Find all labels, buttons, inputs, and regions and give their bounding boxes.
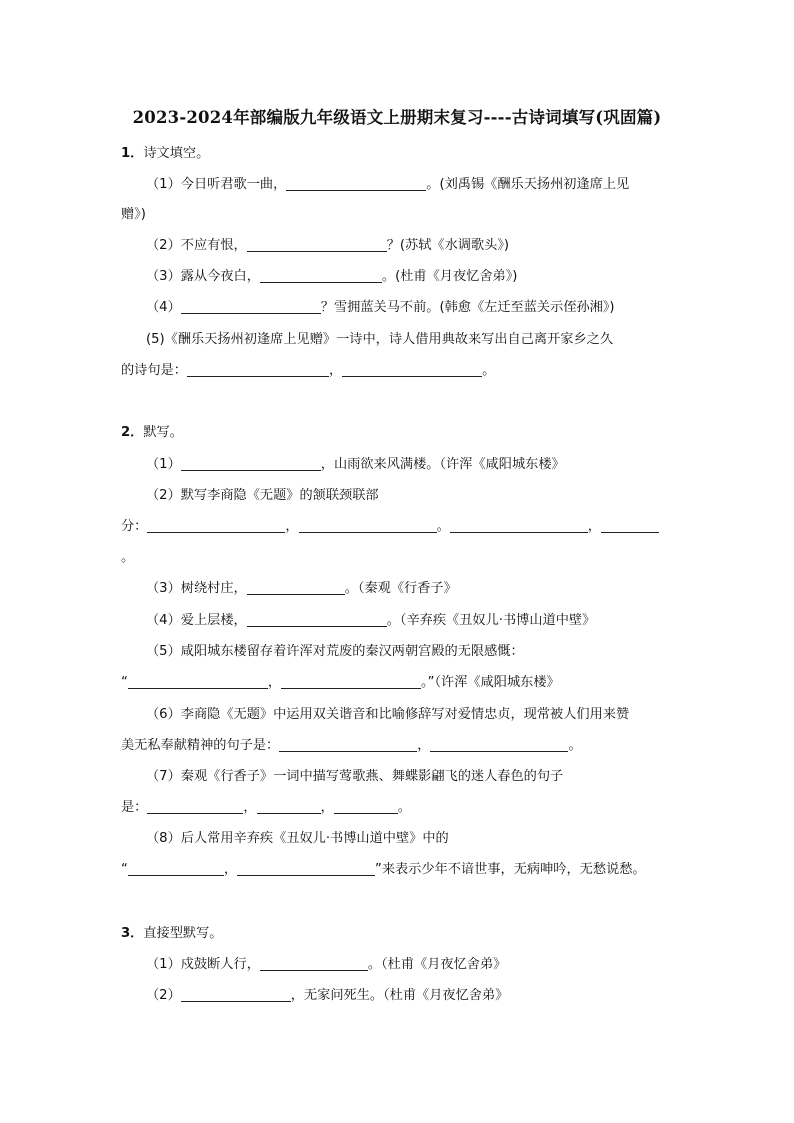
q1-item-5 <box>146 330 613 350</box>
item-text: 。(杜甫《月夜忆舍弟》) <box>381 269 518 284</box>
answer-blank[interactable] <box>450 517 588 533</box>
answer-blank[interactable] <box>247 236 387 252</box>
answer-blank[interactable] <box>181 455 321 471</box>
item-text: ， <box>267 675 282 690</box>
question-1-heading <box>121 144 209 164</box>
q1-item-1 <box>146 175 629 195</box>
item-text: 分： <box>121 519 148 534</box>
page-title: 2023-2024年部编版九年级语文上册期末复习----古诗词填写(巩固篇) <box>132 108 662 127</box>
question-number: 3． <box>121 926 144 941</box>
item-text: （7）秦观《行香子》一词中描写莺歌燕、舞蝶影翩飞的迷人春色的句子 <box>146 769 564 784</box>
answer-blank[interactable] <box>181 986 291 1002</box>
item-text: ， <box>417 738 431 753</box>
item-text: 。 <box>397 800 411 815</box>
item-text: ， <box>285 519 299 534</box>
answer-blank[interactable] <box>279 736 417 752</box>
item-text: （3）树绕村庄， <box>146 581 247 596</box>
answer-blank[interactable] <box>187 361 329 377</box>
item-text: 赠》) <box>121 207 146 222</box>
q1-item-4 <box>146 298 615 318</box>
answer-blank[interactable] <box>260 955 368 971</box>
q2-item-8 <box>146 829 449 849</box>
item-text: ， <box>320 800 334 815</box>
item-text: 是： <box>121 800 148 815</box>
item-text: 的诗句是： <box>121 363 187 378</box>
item-text: 。（杜甫《月夜忆舍弟》 <box>367 957 507 972</box>
answer-blank[interactable] <box>147 798 243 814</box>
q2-item-6-continued <box>121 736 582 756</box>
q2-item-7 <box>146 767 563 787</box>
item-text: 。 <box>568 738 582 753</box>
q1-item-3 <box>146 267 517 287</box>
item-text: 。 <box>436 519 450 534</box>
q2-item-1 <box>146 455 565 475</box>
answer-blank[interactable] <box>128 860 224 876</box>
question-text: 直接型默写。 <box>143 926 223 941</box>
q1-item-5-continued <box>121 361 495 381</box>
answer-blank[interactable] <box>281 673 421 689</box>
item-text: 。”（许浑《咸阳城东楼》 <box>421 675 560 690</box>
q2-item-8-continued <box>121 860 646 880</box>
q1-item-1-continued <box>121 205 146 225</box>
item-text: （1）今日听君歌一曲， <box>146 177 287 192</box>
answer-blank[interactable] <box>247 579 345 595</box>
q2-item-7-continued <box>121 798 411 818</box>
item-text: （3）露从今夜白， <box>146 269 260 284</box>
item-text: “ <box>121 675 128 690</box>
question-text: 默写。 <box>143 425 183 440</box>
item-text: （2）不应有恨， <box>146 238 247 253</box>
answer-blank[interactable] <box>334 798 398 814</box>
item-text: 。(刘禹锡《酬乐天扬州初逢席上见 <box>426 177 630 192</box>
question-2-heading <box>121 423 183 443</box>
answer-blank[interactable] <box>601 517 659 533</box>
answer-blank[interactable] <box>299 517 437 533</box>
q2-item-5 <box>146 642 524 662</box>
q3-item-1 <box>146 955 506 975</box>
q2-item-5-continued <box>121 673 560 693</box>
item-text: ， <box>587 519 601 534</box>
answer-blank[interactable] <box>147 517 285 533</box>
question-number: 2． <box>121 425 144 440</box>
item-text: （2） <box>146 988 181 1003</box>
item-text: ，无家问死生。（杜甫《月夜忆舍弟》 <box>290 988 509 1003</box>
item-text: “ <box>121 862 128 877</box>
question-3-heading <box>121 924 223 944</box>
item-text: ， <box>328 363 343 378</box>
item-text: 。 <box>121 550 135 565</box>
item-text: （1）戍鼓断人行， <box>146 957 260 972</box>
item-text: ，山雨欲来风满楼。（许浑《咸阳城东楼》 <box>320 457 565 472</box>
answer-blank[interactable] <box>342 361 482 377</box>
item-text: ？(苏轼《水调歌头》) <box>386 238 510 253</box>
item-text: ， <box>243 800 257 815</box>
answer-blank[interactable] <box>128 673 268 689</box>
item-text: 美无私奉献精神的句子是： <box>121 738 280 753</box>
q2-item-2-end <box>121 548 134 568</box>
item-text: （2）默写李商隐《无题》的颔联颈联部 <box>146 488 379 503</box>
answer-blank[interactable] <box>286 175 426 191</box>
answer-blank[interactable] <box>260 267 382 283</box>
q3-item-2 <box>146 986 508 1006</box>
question-text: 诗文填空。 <box>143 146 210 161</box>
answer-blank[interactable] <box>430 736 568 752</box>
item-text: ？雪拥蓝关马不前。(韩愈《左迁至蓝关示侄孙湘》) <box>320 300 615 315</box>
item-text: 。（辛弃疾《丑奴儿·书博山道中壁》 <box>386 613 596 628</box>
item-text: （4） <box>146 300 181 315</box>
q1-item-2 <box>146 236 509 256</box>
answer-blank[interactable] <box>247 611 387 627</box>
q2-item-4 <box>146 611 595 631</box>
answer-blank[interactable] <box>181 298 321 314</box>
item-text: （6）李商隐《无题》中运用双关谐音和比喻修辞写对爱情忠贞，现常被人们用来赞 <box>146 707 630 722</box>
item-text: （1） <box>146 457 181 472</box>
item-text: （8）后人常用辛弃疾《丑奴儿·书博山道中壁》中的 <box>146 831 449 846</box>
item-text: ”来表示少年不谙世事，无病呻吟，无愁说愁。 <box>375 862 646 877</box>
item-text: ， <box>223 862 238 877</box>
q2-item-2 <box>146 486 379 506</box>
item-text: （4）爱上层楼， <box>146 613 247 628</box>
item-text: (5)《酬乐天扬州初逢席上见赠》一诗中，诗人借用典故来写出自己离开家乡之久 <box>146 332 614 347</box>
answer-blank[interactable] <box>257 798 321 814</box>
item-text: 。 <box>482 363 496 378</box>
q2-item-2-continued <box>121 517 659 537</box>
q2-item-3 <box>146 579 457 599</box>
answer-blank[interactable] <box>237 860 375 876</box>
q2-item-6 <box>146 705 629 725</box>
item-text: （5）咸阳城东楼留存着许浑对荒废的秦汉两朝宫殿的无限感慨： <box>146 644 524 659</box>
item-text: 。（秦观《行香子》 <box>344 581 457 596</box>
question-number: 1． <box>121 146 144 161</box>
